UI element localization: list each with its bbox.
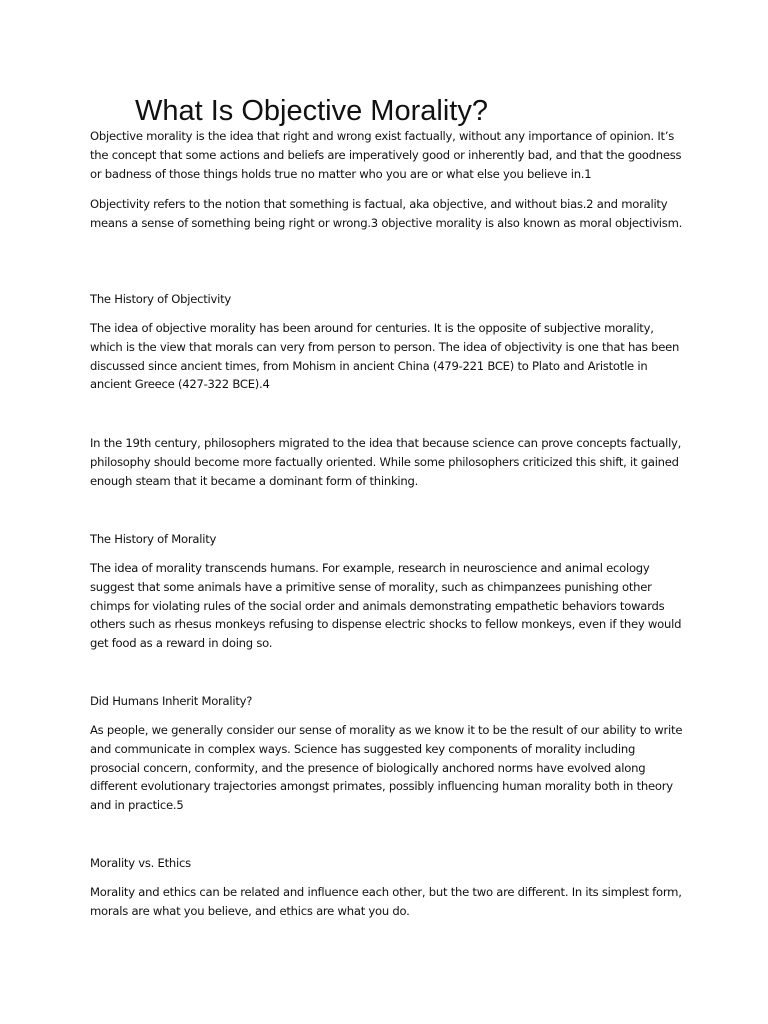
section-heading-morality-vs-ethics: Morality vs. Ethics — [90, 856, 191, 870]
paragraph-history-of-morality: The idea of morality transcends humans. For example, research in neuroscience and animal ecology suggest that some animals have a primitive sense of morality, such as chimpanzees punishing other chimps for violating rules of the social order and animals demonstrating empathetic behaviors towards others such as rhesus monkeys refusing to dispense electric shocks to fellow monkeys, even if they would get food as a reward in doing so. — [90, 561, 682, 651]
paragraph-19th-century: In the 19th century, philosophers migrated to the idea that because science can prove concepts factually, philosophy should become more factually oriented. While some philosophers criticized this shift, it gained enough steam that it became a dominant form of thinking. — [90, 436, 682, 488]
section-heading-did-humans-inherit-morality: Did Humans Inherit Morality? — [90, 694, 253, 708]
section-heading-history-of-objectivity: The History of Objectivity — [90, 292, 232, 306]
page-title: What Is Objective Morality? — [135, 95, 488, 127]
paragraph-intro: Objective morality is the idea that right and wrong exist factually, without any importance of opinion. It’s the concept that some actions and beliefs are imperatively good or inherently bad, and that the goodness or badness of those things holds true no matter who you are or what else you believe in.1 — [90, 129, 682, 181]
paragraph-history-of-objectivity: The idea of objective morality has been around for centuries. It is the opposite of subjective morality, which is the view that morals can very from person to person. The idea of objectivity is one that has been discussed since ancient times, from Mohism in ancient China (479-221 BCE) to Plato and Aristotle in ancient Greece (427-322 BCE).4 — [90, 321, 680, 392]
paragraph-morality-vs-ethics: Morality and ethics can be related and influence each other, but the two are different. In its simplest form, morals are what you believe, and ethics are what you do. — [90, 885, 682, 918]
paragraph-objectivity-definition: Objectivity refers to the notion that something is factual, aka objective, and without bias.2 and morality means a sense of something being right or wrong.3 objective morality is also known as moral objectivism. — [90, 197, 683, 230]
section-heading-history-of-morality: The History of Morality — [90, 532, 217, 546]
paragraph-inherit-morality: As people, we generally consider our sense of morality as we know it to be the result of our ability to write and communicate in complex ways. Science has suggested key components of morality including prosocial concern, conformity, and the presence of biologically anchored norms have evolved along different evolutionary trajectories amongst primates, possibly influencing human morality both in theory and in practice.5 — [90, 723, 683, 813]
